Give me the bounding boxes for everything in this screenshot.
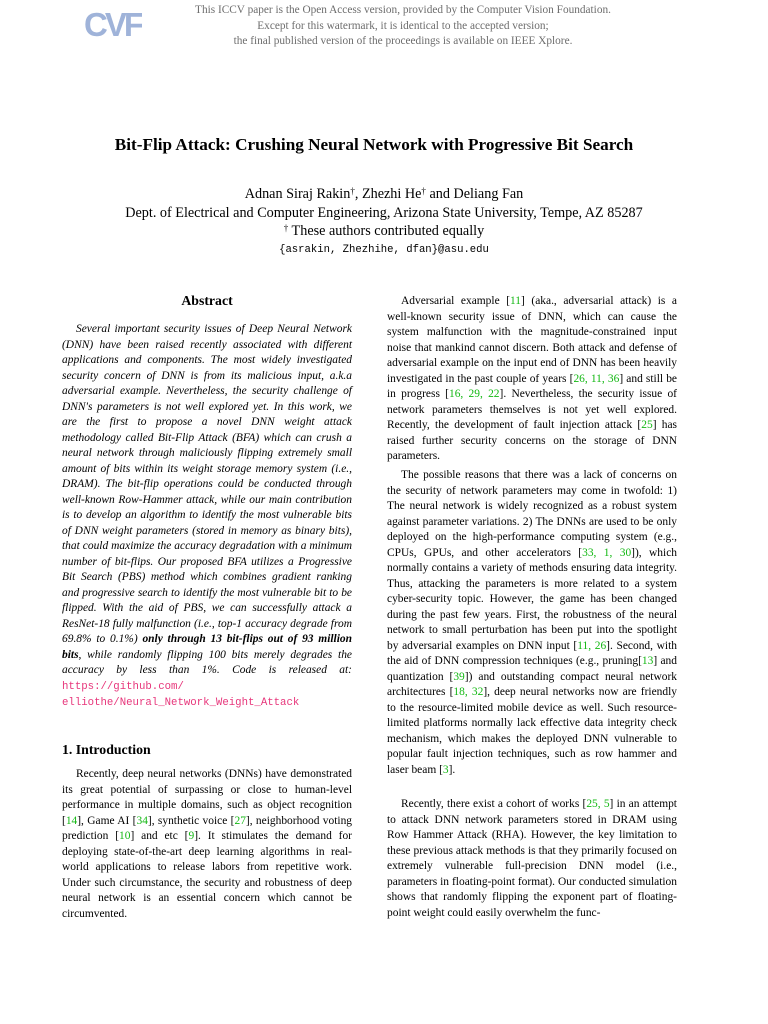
right-p1-text: ]. Nevertheless, the security issue of network parameters themselves is not yet well explored. Recently, the development of fault injection attack [ <box>387 388 677 431</box>
citation-link[interactable]: 25, 5 <box>586 798 610 810</box>
author-3: and Deliang Fan <box>425 186 524 202</box>
abstract-key-result: only through 13 bit-flips out of 93 million bits <box>62 633 352 661</box>
intro-text: ], Game AI [ <box>77 814 137 827</box>
right-p2-text: ]) and outstanding compact neural network architectures [ <box>387 670 677 698</box>
citation-link[interactable]: 11 <box>510 295 522 307</box>
right-p1-text: ] has raised further security concerns on the storage of DNN parameters. <box>387 419 678 462</box>
citation-link[interactable]: 39 <box>453 670 465 683</box>
right-p2-text: ]. <box>448 763 456 776</box>
right-column-paragraph-1 <box>387 294 677 465</box>
right-p2-text: ]), which normally contains a variety of methods ensuring data integrity. Thus, attacking the parameters is more related to a system cyber-security topic. However, the game has been changed during the past few years. First, the robustness of the neural network to small perturbation has been put into the spotlight by adversarial examples on DNN input [ <box>387 546 677 652</box>
intro-text: ], neighborhood voting prediction [ <box>62 814 353 842</box>
equal-contribution-note: † These authors contributed equally <box>283 223 485 239</box>
affiliation: Dept. of Electrical and Computer Engineering, Arizona State University, Tempe, AZ 85287 <box>125 205 643 221</box>
introduction-heading: 1. Introduction <box>62 742 151 757</box>
dagger-mark: † <box>421 186 426 196</box>
author-2: Zhezhi He <box>361 186 422 202</box>
citation-link[interactable]: 16, 29, 22 <box>448 388 500 400</box>
abstract-body: Several important security issues of Deep Neural Network (DNN) have been raised recently associated with different applications and components. The most widely investigated security concern of DNN is from its malicious input, a.k.a adversarial example. Nevertheless, the security challenge of DNN's parameters is not well explored yet. In this work, we are the first to propose a novel DNN weight attack methodology called Bit-Flip Attack (BFA) which can crush a neural network through maliciously flipping extremely small amount of bits within its weight storage memory system (i.e., DRAM). The bit-flip operations could be conducted through well-known Row-Hammer attack, while our main contribution is to develop an algorithm to identify the most vulnerable bits of DNN weight parameters (stored in memory as binary bits), that could maximize the accuracy degradation with a minimum number of bit-flips. Our proposed BFA utilizes a Progressive Bit Search (PBS) method which combines gradient ranking and progressive search to identify the most vulnerable bit to be flipped. With the aid of PBS, we can successfully attack a ResNet-18 fully malfunction (i.e., top-1 accuracy degrade from 69.8% to 0.1%) only through 13 bit-flips out of 93 million bits, while randomly flipping 100 bits merely degrades the accuracy by less than 1%. Code is released at: https://github.com/ elliothe/Neural_Network_Weight_Attack <box>62 323 352 709</box>
open-access-watermark <box>160 3 646 50</box>
citation-link[interactable]: 3 <box>442 763 449 776</box>
intro-text: ]. It stimulates the demand for deploying state-of-the-art deep learning algorithms in real-world applications to release labors from repetitive work. Under such circumstance, the security and robustness of deep neural network is an essential concern which cannot be circumvented. <box>62 830 352 920</box>
code-link[interactable]: https://github.com/ elliothe/Neural_Network_Weight_Attack <box>62 680 300 709</box>
right-p3-text: Recently, there exist a cohort of works [ <box>401 798 587 810</box>
author-1: Adnan Siraj Rakin <box>244 186 351 202</box>
dagger-mark: † <box>350 186 355 196</box>
abstract-heading: Abstract <box>181 293 233 308</box>
cvf-logo-text: CVF <box>84 6 141 42</box>
citation-link[interactable]: 34 <box>136 814 148 827</box>
paper-title: Bit-Flip Attack: Crushing Neural Network with Progressive Bit Search <box>114 135 634 154</box>
right-column-paragraph-3 <box>387 797 677 921</box>
intro-text: ] and etc [ <box>130 830 189 842</box>
citation-link[interactable]: 26, 11, 36 <box>573 372 620 385</box>
right-column-paragraph-2 <box>387 468 677 778</box>
author-emails: {asrakin, Zhezhihe, dfan}@asu.edu <box>279 244 489 256</box>
watermark-line-2: Except for this watermark, it is identical to the accepted version; <box>257 19 549 32</box>
citation-link[interactable]: 27 <box>234 814 246 827</box>
citation-link[interactable]: 18, 32 <box>453 686 484 698</box>
citation-link[interactable]: 9 <box>188 830 195 842</box>
cvf-logo <box>84 6 142 42</box>
right-p2-text: ] and quantization [ <box>387 655 677 683</box>
citation-link[interactable]: 33, 1, 30 <box>582 546 632 559</box>
introduction-paragraph-1 <box>62 767 352 922</box>
citation-link[interactable]: 25 <box>641 419 653 431</box>
right-p2-text: ], deep neural networks now are friendly to the resource-limited mobile device as well. Such resource-limited platforms normally lack effective data integrity check mechanism, which makes the deployed DNN vulnerable to popular fault injection techniques, such as row hammer and laser beam [ <box>387 686 678 776</box>
right-p1-text: ] (aka., adversarial attack) is a well-known security issue of DNN, which can cause the system malfunction with the magnitude-constrained input noise that mankind cannot discern. Both attack and defense of adversarial example on the input end of DNN has been heavily investigated in the past couple of years [ <box>387 295 677 385</box>
right-p2-text: The possible reasons that there was a lack of concerns on the security of network parameters may come in twofold: 1) The neural network is widely recognized as a robust system against parameter variations. 2) The DNNs are used to be only deployed on the high-performance computing system (e.g., CPUs, GPUs, and other accelerators [ <box>387 469 677 559</box>
watermark-line-1: This ICCV paper is the Open Access version, provided by the Computer Vision Foundation. <box>195 4 611 16</box>
citation-link[interactable]: 11, 26 <box>577 639 607 652</box>
citation-link[interactable]: 13 <box>641 655 654 667</box>
right-p1-text: ] and still be in progress [ <box>387 372 678 400</box>
citation-link[interactable]: 14 <box>65 814 78 827</box>
watermark-line-3: the final published version of the proceedings is available on IEEE Xplore. <box>233 35 573 47</box>
intro-text: ], synthetic voice [ <box>147 814 235 827</box>
intro-text: Recently, deep neural networks (DNNs) have demonstrated its great potential of surpassing or close to human-level performance in multiple domains, such as object recognition [ <box>62 768 352 827</box>
right-p1-text: Adversarial example [ <box>401 295 511 307</box>
citation-link[interactable]: 10 <box>119 830 131 842</box>
right-p3-text: ] in an attempt to attack DNN network parameters stored in DRAM using Row Hammer Attack (RHA). However, the key limitation to these previous attack methods is that they primarily focused on extremely vulnerable full-precision DNN model (i.e., parameters in floating-point format). Our conducted simulation shows that randomly flipping the exponent part of floating-point weight could easily overwhelm the func- <box>387 798 677 919</box>
author-list: Adnan Siraj Rakin†, Zhezhi He† and Deliang Fan <box>244 186 524 202</box>
right-p2-text: ]. Second, with the aid of DNN compression techniques (e.g., pruning[ <box>387 639 677 667</box>
dagger-mark: † <box>283 223 289 233</box>
